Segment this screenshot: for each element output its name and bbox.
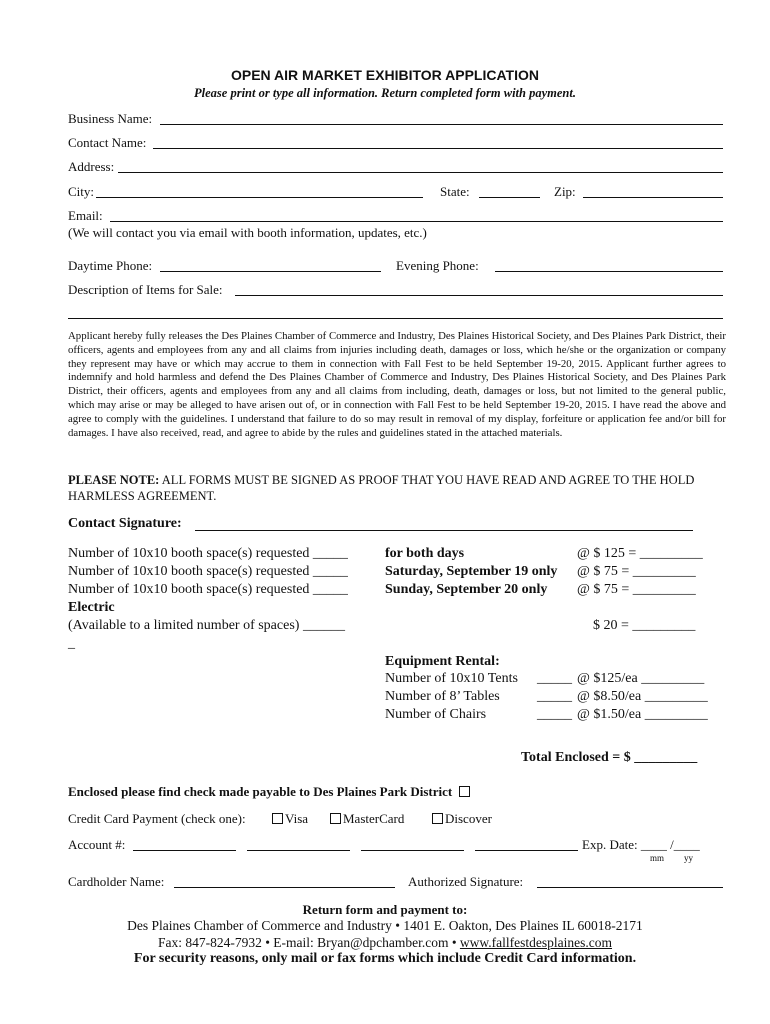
equipment-chairs-quantity[interactable]: _____ <box>537 707 572 722</box>
footer-address: Des Plaines Chamber of Commerce and Industry • 1401 E. Oakton, Des Plaines IL 60018-2171 <box>127 918 643 933</box>
cardholder-field[interactable] <box>174 887 395 888</box>
account-field-4[interactable] <box>475 850 578 851</box>
description-label: Description of Items for Sale: <box>68 282 223 297</box>
mastercard-label: MasterCard <box>343 811 405 826</box>
visa-option[interactable] <box>272 811 308 827</box>
contact-signature-label: Contact Signature: <box>68 516 182 531</box>
authorized-signature-field[interactable] <box>537 887 723 888</box>
footer-heading: Return form and payment to: <box>302 902 468 917</box>
booth-saturday-label[interactable]: Number of 10x10 booth space(s) requested _____ <box>68 564 348 579</box>
electric-price[interactable]: $ 20 = _________ <box>593 618 696 633</box>
address-field[interactable] <box>118 172 723 173</box>
business-name-label: Business Name: <box>68 111 153 126</box>
booth-sunday-label[interactable]: Number of 10x10 booth space(s) requested _____ <box>68 582 348 597</box>
booth-both-days-day: for both days <box>385 546 465 561</box>
booth-both-days-price[interactable]: @ $ 125 = _________ <box>577 546 703 561</box>
visa-checkbox[interactable] <box>272 813 283 824</box>
equipment-tables-quantity[interactable]: _____ <box>537 689 572 704</box>
description-field[interactable] <box>235 295 723 296</box>
account-field-2[interactable] <box>247 850 350 851</box>
electric-label: Electric <box>68 600 115 615</box>
account-label: Account #: <box>68 837 126 852</box>
equipment-tables-price[interactable]: @ $8.50/ea _________ <box>577 689 708 704</box>
cardholder-label: Cardholder Name: <box>68 874 165 889</box>
evening-phone-label: Evening Phone: <box>396 258 479 273</box>
check-payable-checkbox[interactable] <box>459 786 470 797</box>
equipment-tables-label: Number of 8’ Tables <box>385 689 500 704</box>
evening-phone-field[interactable] <box>495 271 723 272</box>
credit-card-label: Credit Card Payment (check one): <box>68 811 246 826</box>
form-title: OPEN AIR MARKET EXHIBITOR APPLICATION <box>230 67 539 83</box>
city-field[interactable] <box>96 197 423 198</box>
equipment-tents-quantity[interactable]: _____ <box>537 671 572 686</box>
account-field-1[interactable] <box>133 850 236 851</box>
total-enclosed[interactable]: Total Enclosed = $ _________ <box>521 750 698 765</box>
email-note: (We will contact you via email with booth information, updates, etc.) <box>68 225 427 240</box>
website-link[interactable]: www.fallfestdesplaines.com <box>459 935 613 950</box>
exp-date[interactable]: Exp. Date: ____ /____ <box>582 837 700 852</box>
equipment-heading: Equipment Rental: <box>385 654 500 669</box>
exp-year-hint: yy <box>684 853 693 863</box>
equipment-chairs-price[interactable]: @ $1.50/ea _________ <box>577 707 708 722</box>
equipment-tents-price[interactable]: @ $125/ea _________ <box>577 671 705 686</box>
zip-label: Zip: <box>554 184 576 199</box>
contact-name-label: Contact Name: <box>68 135 147 150</box>
address-label: Address: <box>68 159 115 174</box>
please-note-text: ALL FORMS MUST BE SIGNED AS PROOF THAT YOU HAVE READ AND AGREE TO THE HOLD HARMLESS AGREEMENT. <box>68 473 695 503</box>
daytime-phone-label: Daytime Phone: <box>68 258 153 273</box>
description-field-line-2[interactable] <box>68 318 723 319</box>
electric-dash: _ <box>68 636 75 651</box>
footer-contact-text: Fax: 847-824-7932 • E-mail: Bryan@dpchamber.com • <box>157 935 460 950</box>
equipment-chairs-label: Number of Chairs <box>385 707 487 722</box>
discover-checkbox[interactable] <box>432 813 443 824</box>
mastercard-option[interactable] <box>330 811 404 827</box>
equipment-tents-label: Number of 10x10 Tents <box>385 671 518 686</box>
form-subtitle: Please print or type all information. Return completed form with payment. <box>194 86 576 100</box>
booth-saturday-price[interactable]: @ $ 75 = _________ <box>577 564 696 579</box>
check-payable-row <box>68 784 472 800</box>
account-field-3[interactable] <box>361 850 464 851</box>
mastercard-checkbox[interactable] <box>330 813 341 824</box>
daytime-phone-field[interactable] <box>160 271 381 272</box>
electric-availability[interactable]: (Available to a limited number of spaces) ______ <box>68 618 345 633</box>
please-note <box>68 472 726 504</box>
zip-field[interactable] <box>583 197 723 198</box>
please-note-label: PLEASE NOTE: <box>68 473 160 487</box>
email-label: Email: <box>68 208 103 223</box>
state-label: State: <box>440 184 470 199</box>
booth-both-days-label[interactable]: Number of 10x10 booth space(s) requested _____ <box>68 546 348 561</box>
booth-saturday-day: Saturday, September 19 only <box>385 564 558 579</box>
email-field[interactable] <box>110 221 723 222</box>
release-paragraph: Applicant hereby fully releases the Des Plaines Chamber of Commerce and Industry, Des Plaines Historical Society, and Des Plaines Park District, their officers, agents and employees from any and all claims from injuries including death, damages or loss, which he/she or the organization or company they represent may have or which may accrue to them in connection with Fall Fest to be held September 19-20, 2015. Applicant further agrees to indemnify and hold harmless and defend the Des Plaines Chamber of Commerce and Industry, Des Plaines Historical Society, and Des Plaines Park District, their officers, agents and employees from any and all claims from including, death, damages or loss, but not limited to the general public, which may arise or may be alleged to have arisen out of, or in connection with Fall Fest to be held September 19-20, 2015. I have read the above and agree to comply with the guidelines. I understand that failure to do so may result in removal of my display, forfeiture or application fee and/or bill for damages. I have also received, read, and agree to abide by the rules and guidelines stated in the attached materials. <box>68 330 726 439</box>
contact-signature-field[interactable] <box>195 530 693 531</box>
exp-month-hint: mm <box>650 853 665 863</box>
booth-sunday-day: Sunday, September 20 only <box>385 582 548 597</box>
discover-option[interactable] <box>432 811 492 827</box>
business-name-field[interactable] <box>160 124 723 125</box>
booth-sunday-price[interactable]: @ $ 75 = _________ <box>577 582 696 597</box>
security-note: For security reasons, only mail or fax forms which include Credit Card information. <box>133 951 637 966</box>
footer-contact <box>0 935 770 951</box>
check-payable-text: Enclosed please find check made payable to Des Plaines Park District <box>68 784 453 799</box>
contact-name-field[interactable] <box>153 148 723 149</box>
discover-label: Discover <box>445 811 492 826</box>
authorized-signature-label: Authorized Signature: <box>408 874 524 889</box>
visa-label: Visa <box>285 811 309 826</box>
city-label: City: <box>68 184 95 199</box>
state-field[interactable] <box>479 197 540 198</box>
